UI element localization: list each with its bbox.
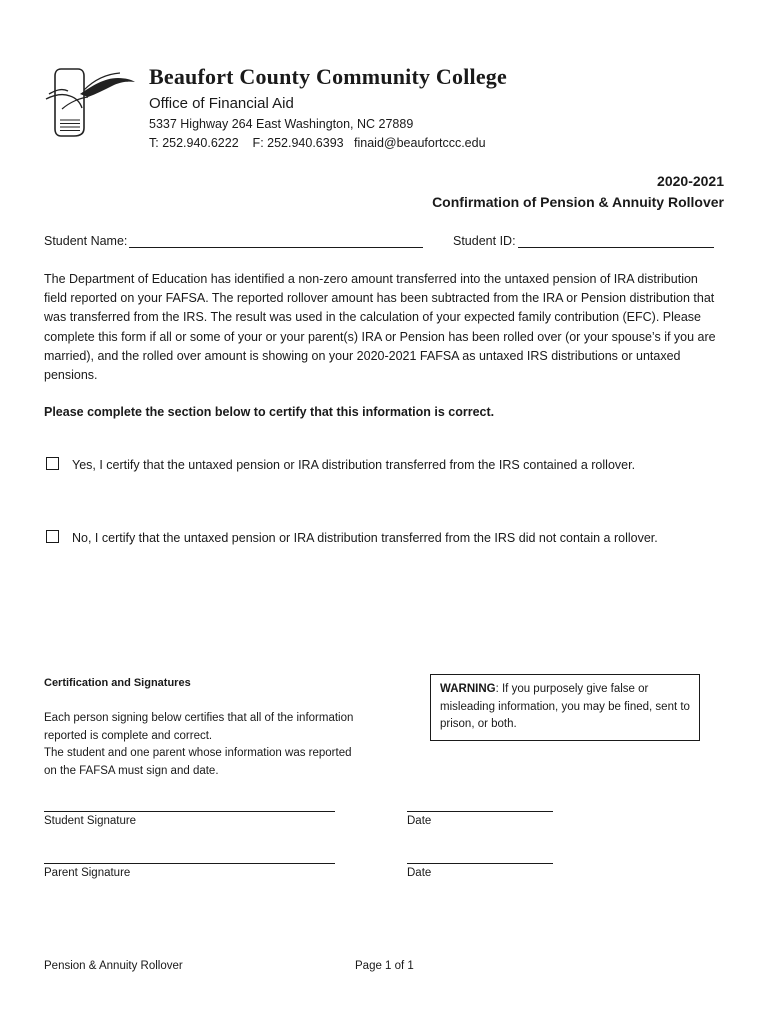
warning-box	[430, 674, 700, 741]
yes-option-label: Yes, I certify that the untaxed pension or IRA distribution transferred from the IRS contained a rollover.	[72, 458, 636, 472]
certification-heading: Certification and Signatures	[44, 677, 191, 689]
student-id-field	[453, 234, 714, 248]
footer-form-name: Pension & Annuity Rollover	[44, 960, 183, 972]
office-address: 5337 Highway 264 East Washington, NC 27889	[149, 117, 414, 131]
signing-requirement: The student and one parent whose information was reported on the FAFSA must sign and date.	[44, 747, 352, 777]
parent-signature-label: Parent Signature	[44, 867, 131, 879]
form-year: 2020-2021	[657, 173, 724, 189]
footer-page-number: Page 1 of 1	[355, 960, 414, 972]
certification-statement: Each person signing below certifies that all of the information reported is complete and correct.	[44, 712, 354, 742]
student-name-input-line[interactable]	[129, 236, 423, 248]
college-name: Beaufort County Community College	[149, 64, 507, 89]
form-title: Confirmation of Pension & Annuity Rollover	[432, 194, 724, 210]
student-signature-line[interactable]	[44, 811, 335, 812]
no-option-label: No, I certify that the untaxed pension or IRA distribution transferred from the IRS did not contain a rollover.	[72, 531, 658, 545]
parent-signature-line[interactable]	[44, 863, 335, 864]
warning-text: : If you purposely give false or misleading information, you may be fined, sent to prison, or both.	[440, 683, 690, 730]
student-name-label: Student Name:	[44, 234, 128, 248]
office-name: Office of Financial Aid	[149, 95, 294, 112]
student-signature-label: Student Signature	[44, 815, 137, 827]
college-logo	[44, 64, 136, 140]
parent-date-label: Date	[407, 867, 432, 879]
office-contact: T: 252.940.6222 F: 252.940.6393 finaid@beaufortccc.edu	[149, 136, 486, 150]
intro-paragraph: The Department of Education has identified a non-zero amount transferred into the untaxed pension of IRA distribution field reported on your FAFSA. The reported rollover amount has been subtracted from the IRA or Pension distribution that was transferred from the IRS. The result was used in the calculation of your expected family contribution (EFC). Please complete this form if all or some of your or your parent(s) IRA or Pension has been rolled over (or your spouse’s if you are married), and the rolled over amount is showing on your 2020-2021 FAFSA as untaxed IRS distributions or untaxed pensions.	[44, 272, 716, 383]
student-id-input-line[interactable]	[518, 236, 714, 248]
certification-text	[44, 710, 364, 780]
student-date-line[interactable]	[407, 811, 553, 812]
student-id-label: Student ID:	[453, 234, 516, 248]
student-name-field	[44, 234, 423, 248]
no-checkbox[interactable]	[46, 530, 59, 543]
parent-date-line[interactable]	[407, 863, 553, 864]
student-date-label: Date	[407, 815, 432, 827]
instruction-text: Please complete the section below to certify that this information is correct.	[44, 405, 495, 419]
warning-label: WARNING	[440, 683, 496, 695]
option-yes	[46, 455, 736, 476]
option-no	[46, 528, 696, 549]
yes-checkbox[interactable]	[46, 457, 59, 470]
